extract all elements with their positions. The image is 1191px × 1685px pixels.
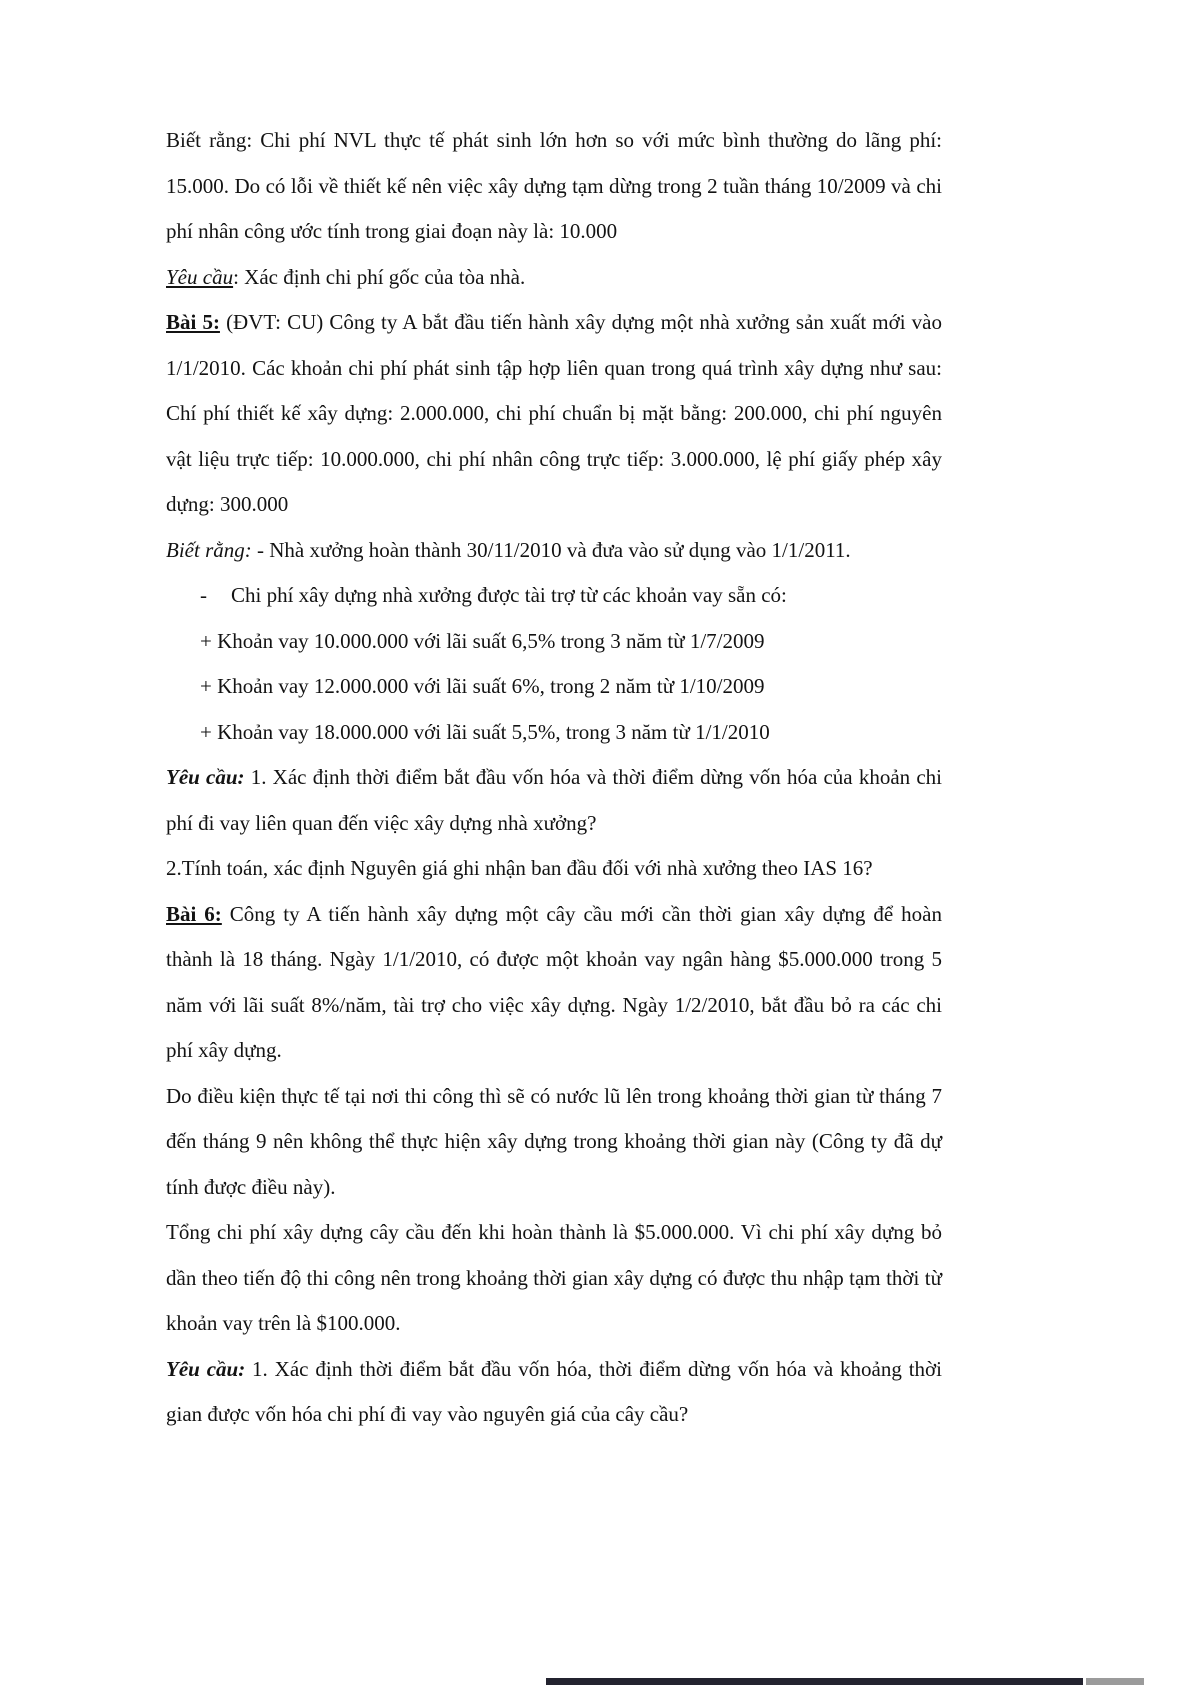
text-run: 1. Xác định thời điểm bắt đầu vốn hóa và thời điểm dừng vốn hóa của khoản chi phí đi vay liên quan đến việc xây dựng nhà xưởng? <box>166 765 942 835</box>
text-run: (ĐVT: CU) Công ty A bắt đầu tiến hành xây dựng một nhà xưởng sản xuất mới vào 1/1/2010. Các khoản chi phí phát sinh tập hợp liên quan trong quá trình xây dựng như sau: Chí phí thiết kế xây dựng: 2.000.000, chi phí chuẩn bị mặt bằng: 200.000, chi phí nguyên vật liệu trực tiếp: 10.000.000, chi phí nhân công trực tiếp: 3.000.000, lệ phí giấy phép xây dựng: 300.000 <box>166 310 942 516</box>
paragraph-tong-chi-phi <box>166 1210 942 1347</box>
bottom-bar-light-segment <box>1086 1678 1144 1685</box>
paragraph-biet-rang-note <box>166 118 942 255</box>
paragraph-yeu-cau-bai-5 <box>166 755 942 846</box>
paragraph-dash-item-khoan-vay <box>166 573 942 619</box>
text-run: Công ty A tiến hành xây dựng một cây cầu mới cần thời gian xây dựng để hoàn thành là 18 tháng. Ngày 1/1/2010, có được một khoản vay ngân hàng $5.000.000 trong 5 năm với lãi suất 8%/năm, tài trợ cho việc xây dựng. Ngày 1/2/2010, bắt đầu bỏ ra các chi phí xây dựng. <box>166 901 943 1062</box>
paragraph-plus-item-vay-2 <box>166 664 942 710</box>
paragraph-plus-item-vay-1 <box>166 619 942 665</box>
text-run: + Khoản vay 10.000.000 với lãi suất 6,5% trong 3 năm từ 1/7/2009 <box>200 628 765 653</box>
paragraph-yeu-cau-toa-nha <box>166 255 942 301</box>
text-run: Tổng chi phí xây dựng cây cầu đến khi hoàn thành là $5.000.000. Vì chi phí xây dựng bỏ dần theo tiến độ thi công nên trong khoảng thời gian xây dựng có được thu nhập tạm thời từ khoản vay trên là $100.000. <box>166 1220 942 1335</box>
bottom-edge-strip <box>0 1677 1191 1685</box>
paragraph-dieu-kien-thuc-te <box>166 1074 942 1211</box>
text-run: Biết rằng: <box>166 537 252 562</box>
text-run: Bài 6: <box>166 901 222 926</box>
text-run: 2.Tính toán, xác định Nguyên giá ghi nhận ban đầu đối với nhà xưởng theo IAS 16? <box>166 856 873 880</box>
text-run: Yêu cầu: <box>166 1356 246 1381</box>
paragraph-bai-6 <box>166 892 942 1074</box>
paragraph-bai-5 <box>166 300 942 528</box>
bottom-bar-dark-segment <box>546 1678 1083 1685</box>
text-run: 1. Xác định thời điểm bắt đầu vốn hóa, thời điểm dừng vốn hóa và khoảng thời gian được vốn hóa chi phí đi vay vào nguyên giá của cây cầu? <box>166 1356 942 1426</box>
text-run: - Nhà xưởng hoàn thành 30/11/2010 và đưa vào sử dụng vào 1/1/2011. <box>251 537 851 562</box>
text-run: : Xác định chi phí gốc của tòa nhà. <box>233 264 526 289</box>
text-run: Bài 5: <box>166 310 220 334</box>
text-run: Do điều kiện thực tế tại nơi thi công thì sẽ có nước lũ lên trong khoảng thời gian từ tháng 7 đến tháng 9 nên không thể thực hiện xây dựng trong khoảng thời gian này (Công ty đã dự tính được điều này). <box>166 1083 942 1199</box>
text-run: Chi phí xây dựng nhà xưởng được tài trợ từ các khoản vay sẵn có: <box>231 583 787 607</box>
text-run: Yêu cầu: <box>166 765 245 789</box>
text-run: + Khoản vay 18.000.000 với lãi suất 5,5%, trong 3 năm từ 1/1/2010 <box>200 719 770 744</box>
text-run: Biết rằng: Chi phí NVL thực tế phát sinh lớn hơn so với mức bình thường do lãng phí: 15.000. Do có lỗi về thiết kế nên việc xây dựng tạm dừng trong 2 tuần tháng 10/2009 và chi phí nhân công ước tính trong giai đoạn này là: 10.000 <box>166 128 942 243</box>
text-run: Yêu cầu <box>166 264 234 289</box>
paragraph-biet-rang-bai-5 <box>166 528 942 574</box>
paragraph-yeu-cau-bai-5-muc-2 <box>166 846 942 892</box>
paragraph-plus-item-vay-3 <box>166 710 942 756</box>
paragraph-yeu-cau-bai-6 <box>166 1347 942 1438</box>
document-body <box>166 118 942 1438</box>
text-run: + Khoản vay 12.000.000 với lãi suất 6%, trong 2 năm từ 1/10/2009 <box>200 674 765 698</box>
text-run: - <box>200 583 207 607</box>
